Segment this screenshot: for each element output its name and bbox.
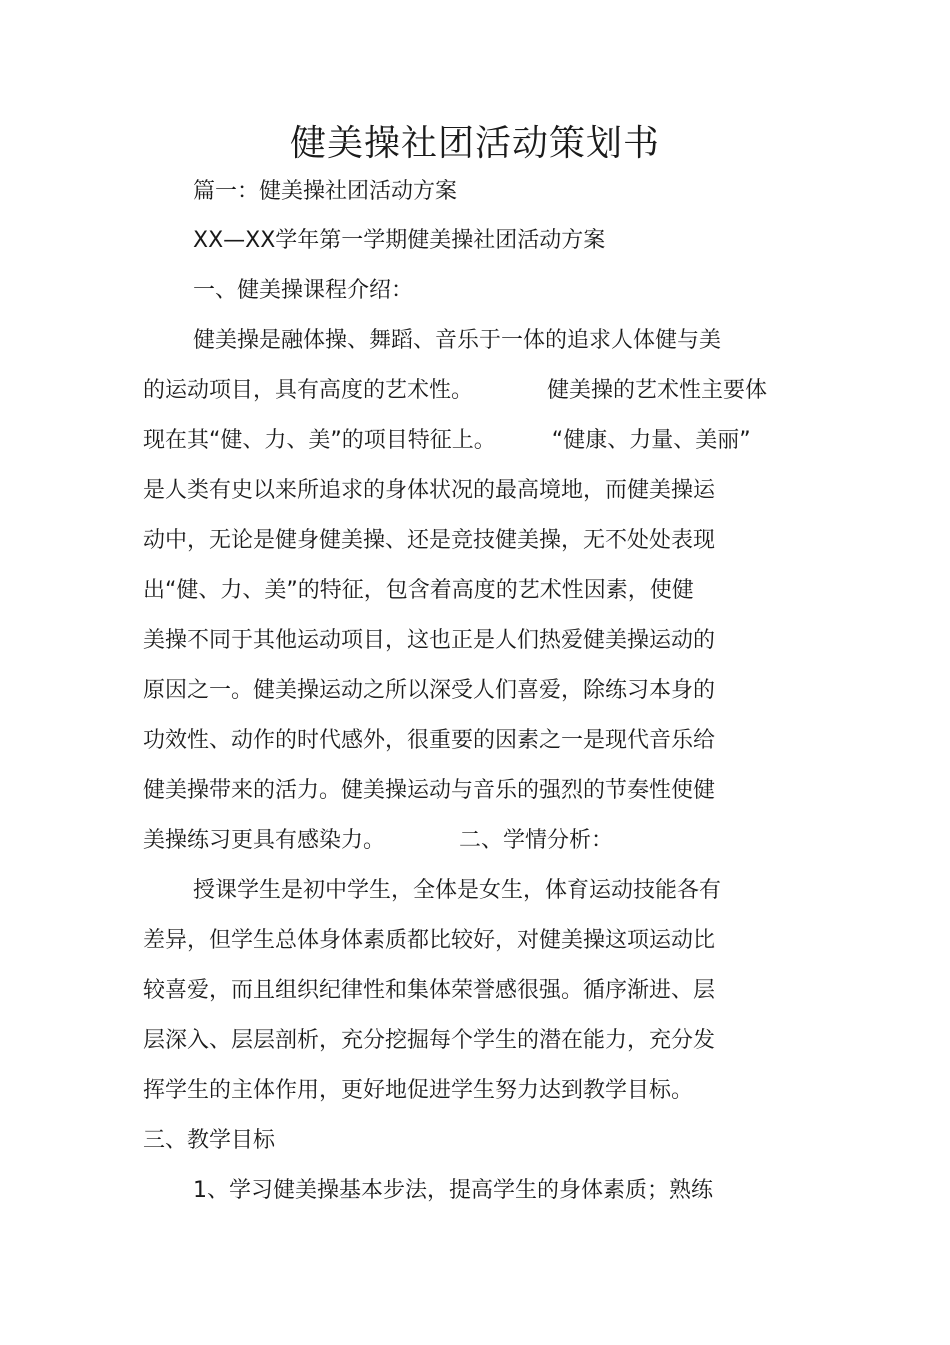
text-line-14 <box>143 826 613 856</box>
text-line-8: 动中，无论是健身健美操、还是竞技健美操，无不处处表现 <box>143 528 716 553</box>
text-segment: 美操练习更具有感染力。 <box>143 828 386 853</box>
text-line-2: XX—XX学年第一学期健美操社团活动方案 <box>193 228 606 253</box>
text-line-11: 原因之一。健美操运动之所以深受人们喜爱，除练习本身的 <box>143 678 716 703</box>
text-line-6 <box>143 426 751 456</box>
section-heading: 三、教学目标 <box>143 1128 276 1153</box>
text-line-7: 是人类有史以来所追求的身体状况的最高境地，而健美操运 <box>143 478 716 503</box>
text-line-15: 授课学生是初中学生，全体是女生，体育运动技能各有 <box>193 878 722 903</box>
text-segment: 的运动项目，具有高度的艺术性。 <box>143 378 474 403</box>
text-line-3: 一、健美操课程介绍： <box>193 278 414 303</box>
document-title: 健美操社团活动策划书 <box>289 123 660 164</box>
text-line-18: 层深入、层层剖析，充分挖掘每个学生的潜在能力，充分发 <box>143 1028 716 1053</box>
text-segment: “健康、力量、美丽” <box>551 428 751 453</box>
text-line-4: 健美操是融体操、舞蹈、音乐于一体的追求人体健与美 <box>193 328 722 353</box>
text-line-13: 健美操带来的活力。健美操运动与音乐的强烈的节奏性使健 <box>143 778 716 803</box>
text-line-16: 差异，但学生总体身体素质都比较好，对健美操这项运动比 <box>143 928 716 953</box>
text-line-1: 篇一：健美操社团活动方案 <box>193 179 458 204</box>
text-line-10: 美操不同于其他运动项目，这也正是人们热爱健美操运动的 <box>143 628 716 653</box>
text-line-19: 挥学生的主体作用，更好地促进学生努力达到教学目标。 <box>143 1078 694 1103</box>
text-segment: 健美操的艺术性主要体 <box>547 378 768 403</box>
text-segment: 现在其“健、力、美”的项目特征上。 <box>143 428 496 453</box>
text-line-20: 1、学习健美操基本步法，提高学生的身体素质；熟练 <box>193 1178 713 1203</box>
text-line-12: 功效性、动作的时代感外，很重要的因素之一是现代音乐给 <box>143 728 716 753</box>
text-line-17: 较喜爱，而且组织纪律性和集体荣誉感很强。循序渐进、层 <box>143 978 716 1003</box>
section-heading: 二、学情分析： <box>459 828 614 853</box>
text-line-5 <box>143 376 767 406</box>
text-line-9: 出“健、力、美”的特征，包含着高度的艺术性因素，使健 <box>143 578 694 603</box>
